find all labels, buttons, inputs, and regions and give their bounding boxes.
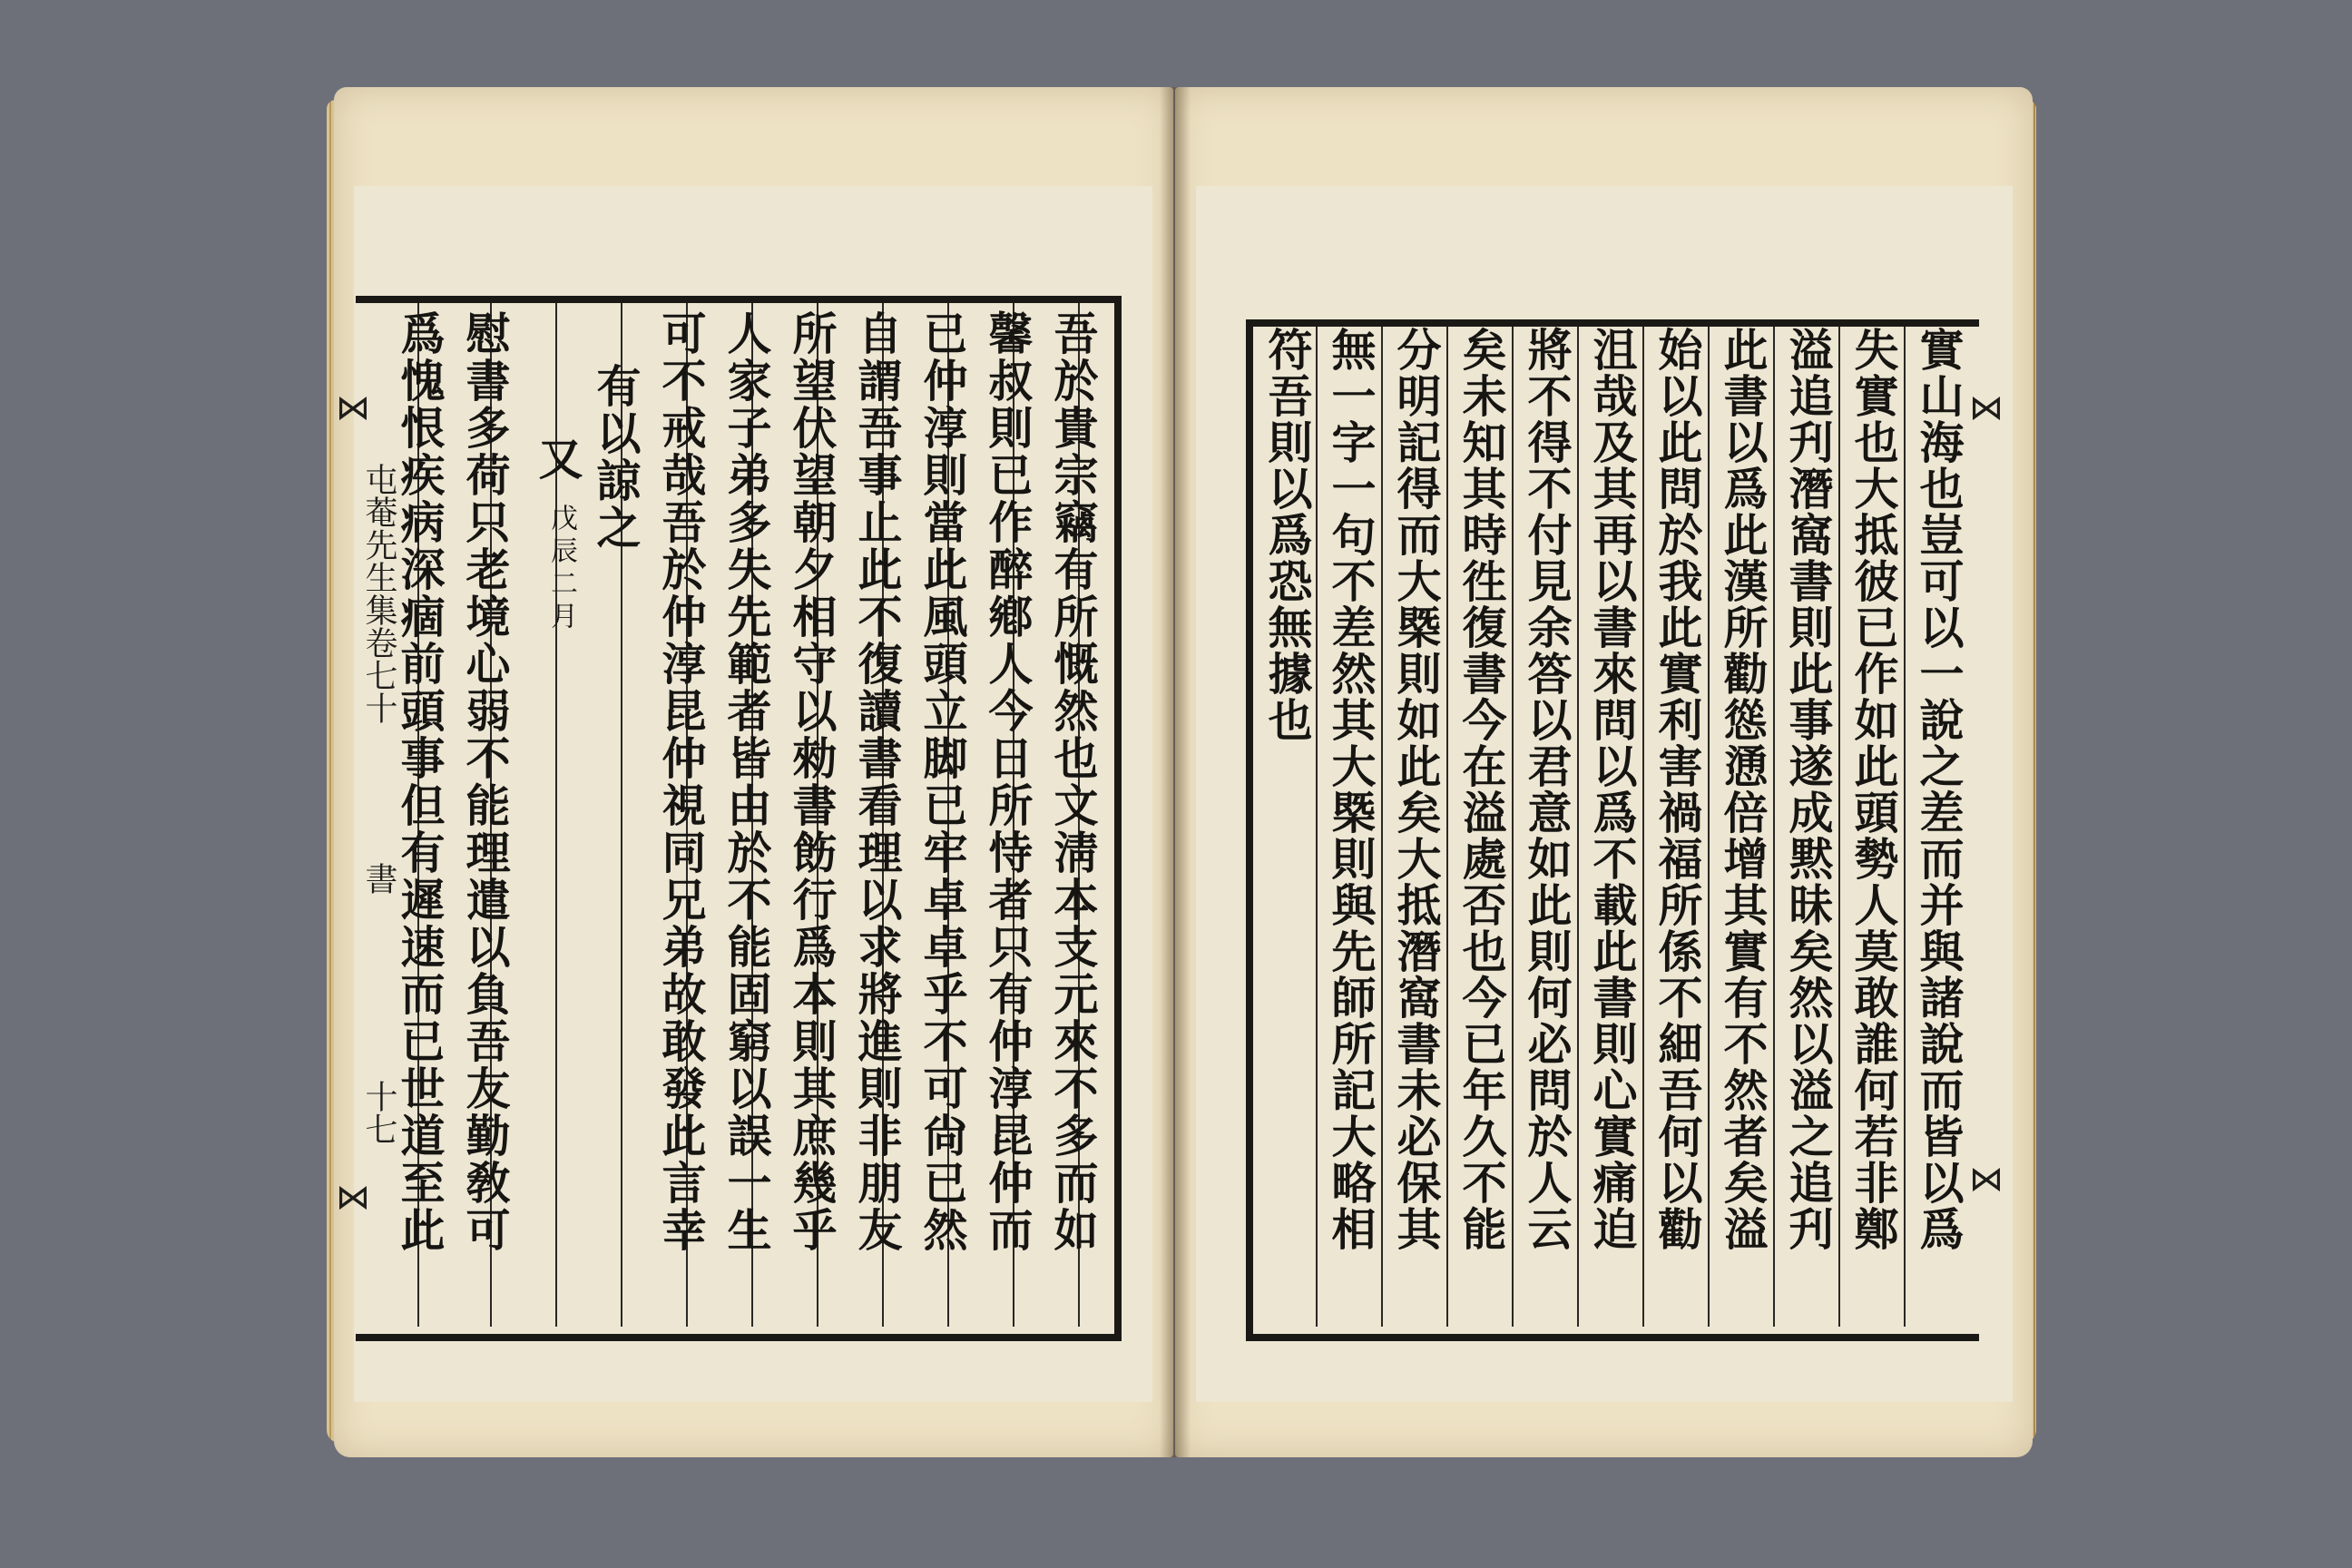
text-column: 爲愧恨疾病深痼前頭事但有遲速而已世道至此 [394, 310, 446, 1254]
text-column: 沮哉及其再以書來問以爲不載此書則心實痛迫 [1586, 327, 1639, 1252]
text-column: 人家子弟多失先範者皆由於不能固窮以誤一生 [720, 310, 773, 1254]
stitch-mark-icon: ⋈ [1969, 1159, 2004, 1199]
text-column: 慰書多荷只老境心弱不能理遣以負吾友勤敎可 [459, 310, 512, 1254]
text-column: 已仲淳則當此風頭立脚已牢卓卓乎不可尙已然 [916, 310, 969, 1254]
text-column: 失實也大抵彼已作如此頭勢人莫敢誰何若非鄭 [1847, 327, 1900, 1252]
text-column: 分明記得而大槩則如此矣大抵潛窩書未必保其 [1390, 327, 1443, 1252]
text-column: 有以諒之 [590, 363, 642, 552]
text-column: 符吾則以爲恐無據也 [1261, 327, 1314, 743]
text-column: 馨叔則已作醉鄕人今日所恃者只有仲淳昆仲而 [982, 310, 1034, 1254]
text-column: 溢追刋潛窩書則此事遂成黙昧矣然以溢之追刋 [1782, 327, 1835, 1252]
letter-heading: 又 [532, 436, 584, 480]
text-column: 此書以爲此漢所勸慫慂倍增其實有不然者矣溢 [1717, 327, 1769, 1252]
section-label: 書 [360, 862, 397, 895]
text-column: 可不戒哉吾於仲淳昆仲視同兄弟故敢發此言幸 [655, 310, 708, 1254]
stitch-mark-icon: ⋈ [336, 1177, 370, 1217]
text-column: 實山海也豈可以一說之差而并與諸說而皆以爲 [1913, 327, 1965, 1252]
book-gutter [1160, 87, 1191, 1457]
text-column: 無一字一句不差然其大槩則與先師所記大略相 [1325, 327, 1377, 1252]
text-column: 所望伏望朝夕相守以勑書飭行爲本則其庶幾乎 [786, 310, 838, 1254]
text-column: 自謂吾事止此不復讀書看理以求將進則非朋友 [851, 310, 904, 1254]
stitch-mark-icon: ⋈ [1969, 387, 2004, 427]
collection-title: 屯菴先生集卷七十 [360, 463, 397, 724]
text-column: 矣未知其時徃復書今在溢處否也今已年久不能 [1455, 327, 1508, 1252]
folio-number: 十七 [360, 1080, 397, 1145]
text-column: 吾於貴宗竊有所慨然也文淸本支元來不多而如 [1047, 310, 1100, 1254]
text-column: 始以此問於我此實利害禍福所係不細吾何以勸 [1651, 327, 1704, 1252]
stitch-mark-icon: ⋈ [336, 387, 370, 427]
date-note: 戊辰二月 [545, 504, 577, 634]
text-column: 將不得不付見余答以君意如此則何必問於人云 [1521, 327, 1573, 1252]
